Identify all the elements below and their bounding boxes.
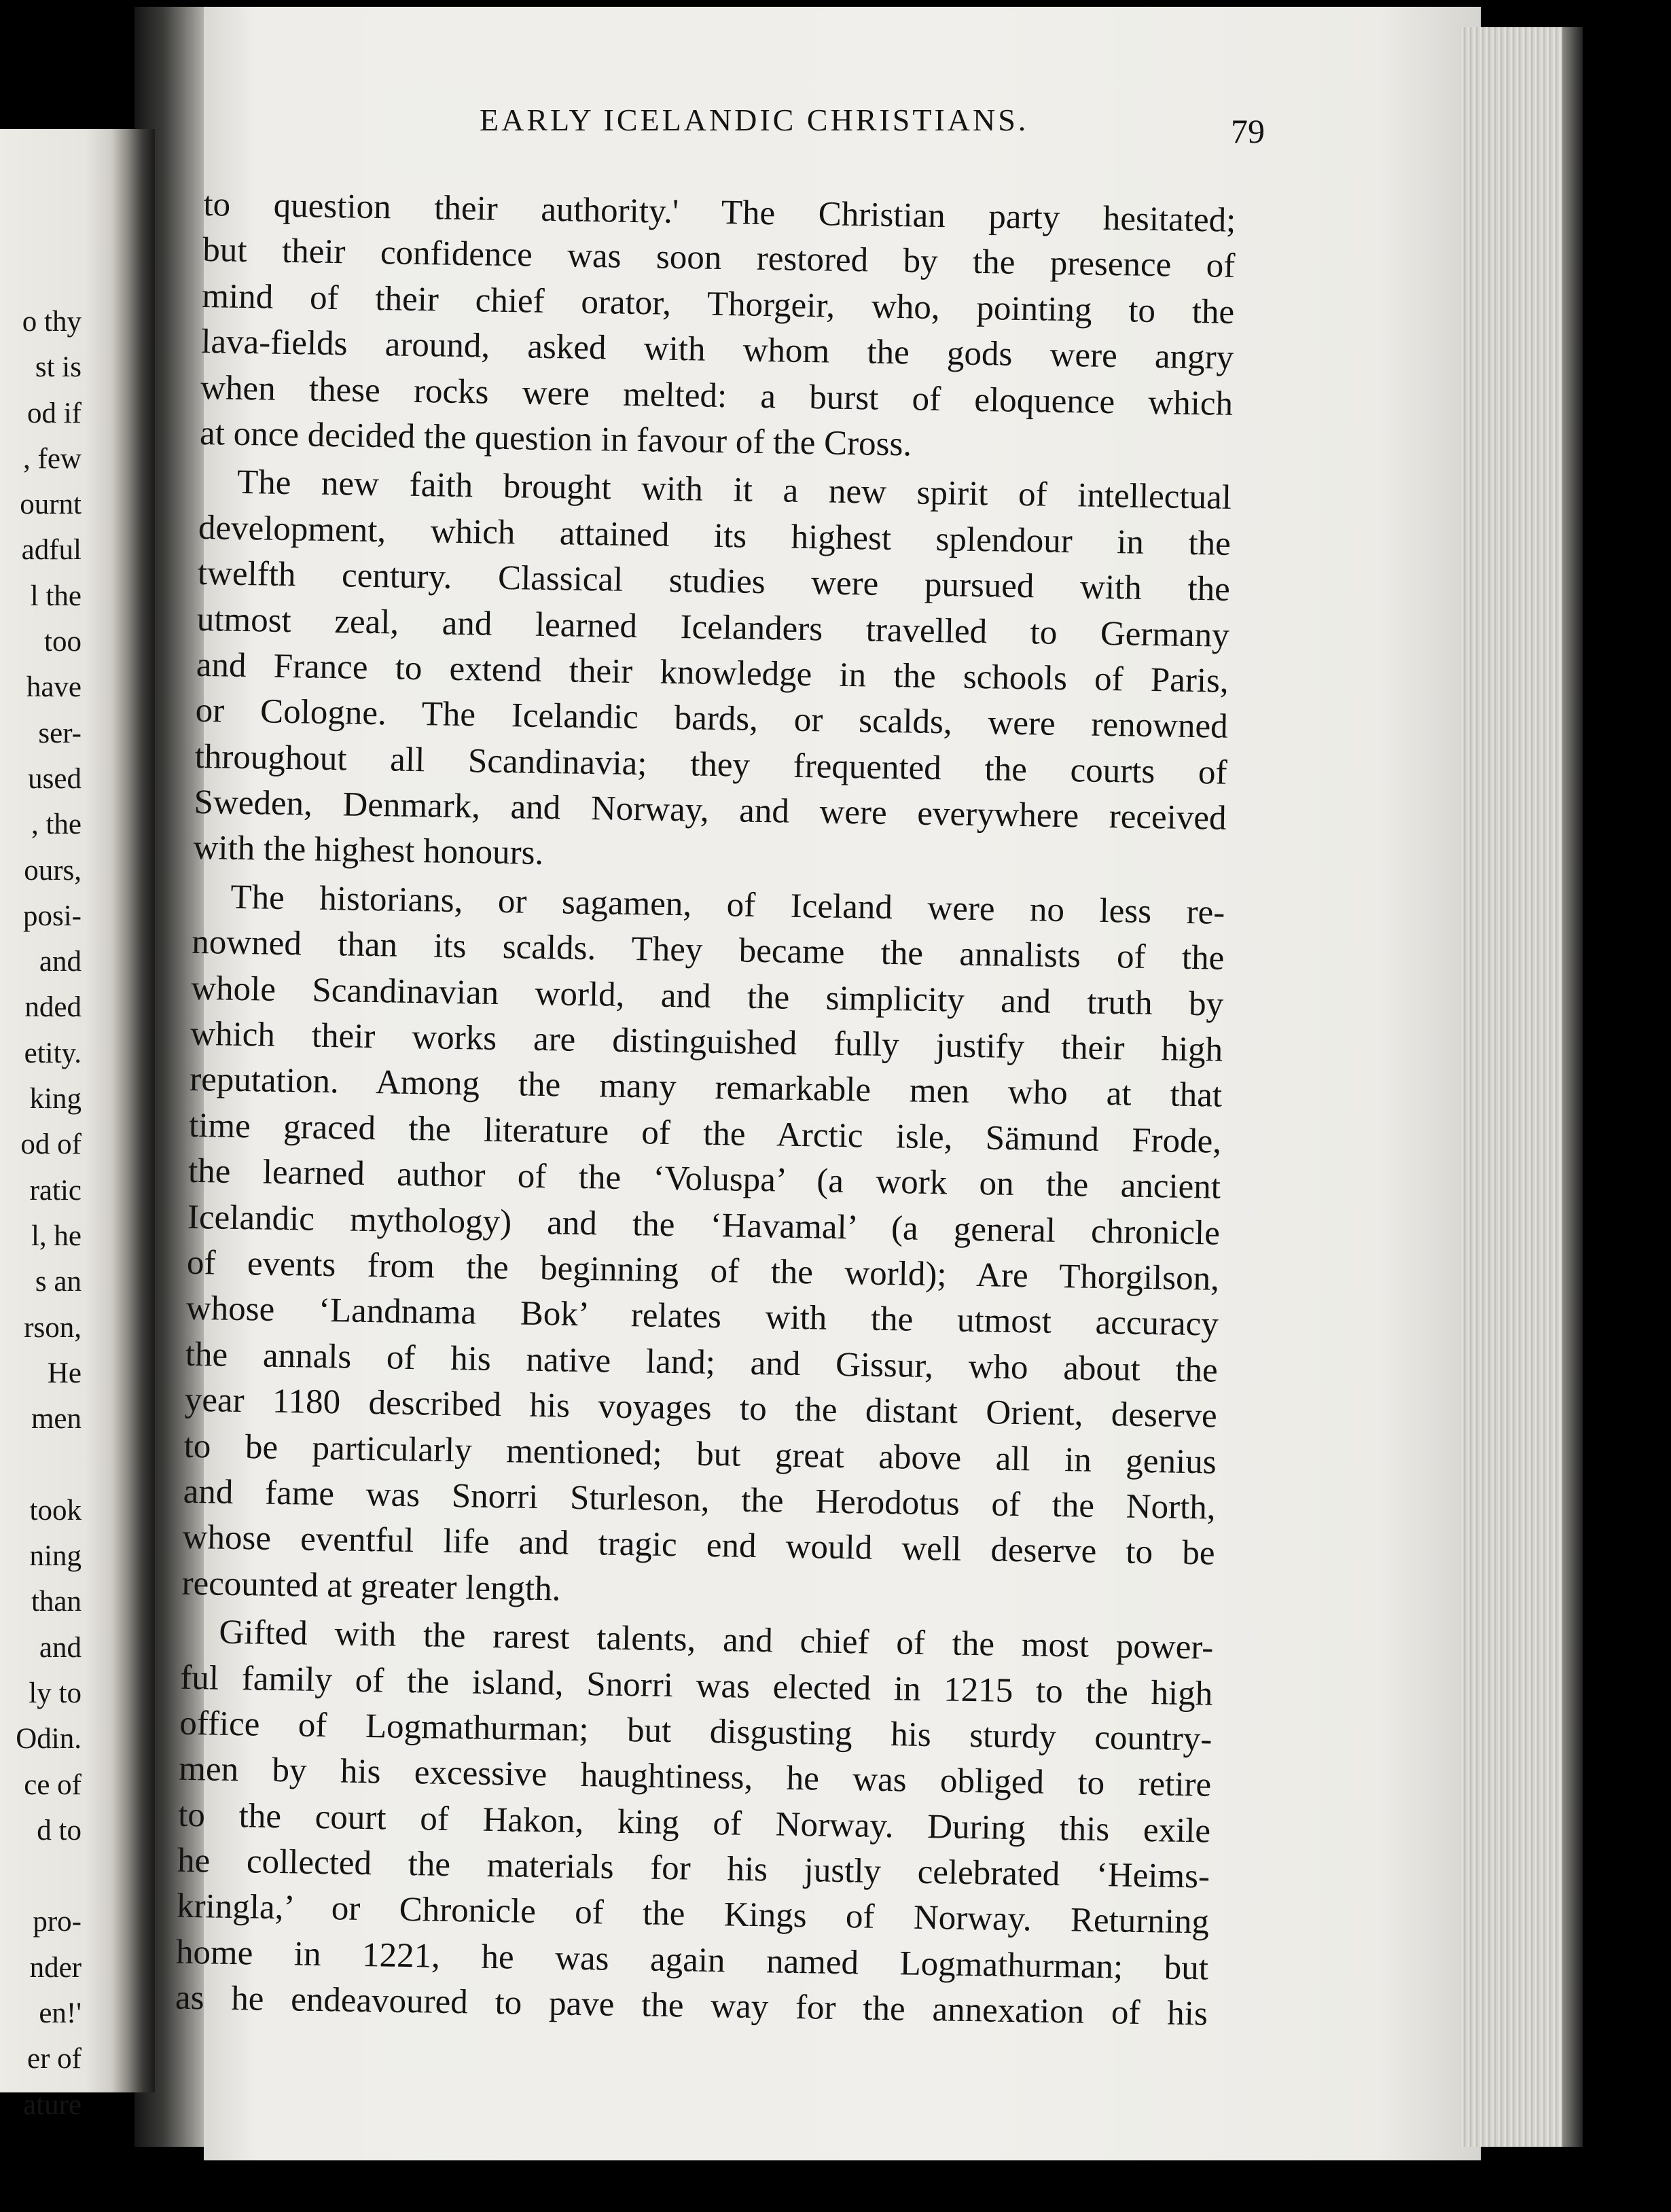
previous-page-fragment: ly to bbox=[29, 1677, 82, 1709]
previous-page-fragment: ature bbox=[23, 2088, 82, 2121]
paragraph bbox=[175, 1609, 1213, 2037]
text-line: Sweden, Denmark, and Norway, and were everywhere received bbox=[194, 783, 1227, 838]
previous-page-fragment: and bbox=[39, 1631, 82, 1664]
previous-page-fragment: , few bbox=[23, 442, 82, 475]
running-title: EARLY ICELANDIC CHRISTIANS. bbox=[480, 103, 1029, 137]
previous-page-fragment: pro- bbox=[33, 1906, 82, 1938]
text-line: utmost zeal, and learned Icelanders travelled to Germany bbox=[196, 600, 1230, 655]
previous-page-fragment: od of bbox=[20, 1128, 82, 1161]
text-line: at once decided the question in favour of the Cross. bbox=[199, 414, 912, 464]
previous-page-fragment: ours, bbox=[24, 854, 82, 887]
text-line: when these rocks were melted: a burst of eloquence which bbox=[200, 368, 1234, 423]
text-line: home in 1221, he was again named Logmathurman; but bbox=[175, 1933, 1209, 1988]
text-line: or Cologne. The Icelandic bards, or scalds, were renowned bbox=[195, 692, 1229, 747]
previous-page-fragment: nder bbox=[29, 1951, 82, 1984]
previous-page-fragment: ning bbox=[29, 1540, 82, 1573]
text-line: recounted at greater length. bbox=[181, 1564, 561, 1609]
page-number: 79 bbox=[1231, 112, 1265, 150]
text-line: lava-fields around, asked with whom the gods were angry bbox=[200, 323, 1234, 378]
text-line: as he endeavoured to pave the way for the annexation of his bbox=[175, 1978, 1208, 2033]
previous-page-fragment: rson, bbox=[24, 1311, 82, 1344]
text-line: with the highest honours. bbox=[193, 829, 544, 873]
previous-page-fragment: l, he bbox=[31, 1219, 82, 1252]
previous-page-fragment: s an bbox=[35, 1266, 82, 1298]
text-line: and France to extend their knowledge in the schools of Paris, bbox=[196, 645, 1229, 700]
text-line: reputation. Among the many remarkable men who at that bbox=[189, 1060, 1223, 1116]
text-line: whose eventful life and tragic end would well deserve to be bbox=[182, 1518, 1215, 1573]
paragraph bbox=[200, 182, 1236, 473]
previous-page-fragment: king bbox=[29, 1083, 82, 1116]
previous-page-fragment: He bbox=[47, 1357, 82, 1389]
paragraph bbox=[193, 459, 1232, 887]
text-line: The new faith brought with it a new spirit of intellectual bbox=[236, 463, 1232, 518]
text-line: Gifted with the rarest talents, and chief of the most power- bbox=[219, 1613, 1214, 1667]
text-line: ful family of the island, Snorri was elected in 1215 to the high bbox=[179, 1658, 1213, 1713]
previous-page-fragment: took bbox=[29, 1494, 82, 1527]
text-line: office of Logmathurman; but disgusting his sturdy country- bbox=[179, 1704, 1212, 1759]
previous-page-fragment: , the bbox=[31, 808, 82, 841]
body-text bbox=[175, 182, 1236, 2037]
previous-page-fragment: nded bbox=[24, 991, 82, 1024]
previous-page-fragment: Odin. bbox=[16, 1723, 82, 1755]
previous-page-margin bbox=[0, 129, 155, 2121]
previous-page-line-fragments bbox=[0, 299, 82, 2128]
previous-page-fragment: l the bbox=[30, 579, 82, 612]
text-line: the learned author of the ‘Voluspa’ (a work on the ancient bbox=[187, 1152, 1221, 1207]
text-line: kringla,’ or Chronicle of the Kings of Norway. Returning bbox=[176, 1887, 1210, 1942]
previous-page-fragment: od if bbox=[26, 397, 82, 429]
previous-page-fragment: have bbox=[26, 671, 82, 704]
text-line: twelfth century. Classical studies were pursued with the bbox=[197, 554, 1231, 609]
text-line: year 1180 described his voyages to the distant Orient, deserve bbox=[184, 1380, 1218, 1435]
previous-page-fragment: etity. bbox=[24, 1037, 82, 1069]
previous-page-fragment bbox=[0, 1853, 82, 1899]
text-line: throughout all Scandinavia; they frequented the courts of bbox=[194, 737, 1227, 792]
previous-page-fragment: posi- bbox=[23, 899, 82, 932]
previous-page-fragment: o thy bbox=[22, 306, 82, 338]
previous-page-fragment: adful bbox=[21, 534, 82, 567]
previous-page-fragment: ce of bbox=[24, 1768, 82, 1801]
previous-page-fragment: ournt bbox=[20, 488, 82, 521]
previous-page-fragment: too bbox=[44, 626, 82, 658]
previous-page-fragment: en!' bbox=[39, 1997, 82, 2029]
text-line: which their works are distinguished fully justify their high bbox=[190, 1014, 1223, 1069]
text-line: but their confidence was soon restored by the presence of bbox=[202, 231, 1236, 286]
text-line: to question their authority.' The Christian party hesitated; bbox=[203, 185, 1236, 240]
page-edges-shadow bbox=[1562, 27, 1583, 2147]
previous-page-fragment: d to bbox=[37, 1814, 82, 1847]
text-line: whole Scandinavian world, and the simplicity and truth by bbox=[190, 969, 1224, 1024]
text-line: nowned than its scalds. They became the annalists of the bbox=[191, 923, 1225, 978]
previous-page-fragment: men bbox=[31, 1403, 82, 1435]
previous-page-fragment: st is bbox=[35, 351, 82, 384]
text-line: to the court of Hakon, king of Norway. During this exile bbox=[177, 1796, 1211, 1851]
page-edges bbox=[1460, 27, 1569, 2147]
running-header bbox=[204, 102, 1481, 156]
text-line: men by his excessive haughtiness, he was obliged to retire bbox=[178, 1749, 1212, 1804]
paragraph bbox=[181, 874, 1225, 1623]
text-line: of events from the beginning of the world); Are Thorgilson, bbox=[186, 1243, 1220, 1298]
previous-page-fragment: and bbox=[39, 946, 82, 978]
text-line: mind of their chief orator, Thorgeir, who, pointing to the bbox=[201, 276, 1235, 332]
text-line: development, which attained its highest splendour in the bbox=[198, 508, 1232, 563]
previous-page-fragment: ratic bbox=[29, 1174, 82, 1207]
previous-page-fragment: er of bbox=[27, 2043, 82, 2075]
previous-page-fragment bbox=[0, 1442, 82, 1487]
text-line: he collected the materials for his justly celebrated ‘Heims- bbox=[177, 1841, 1210, 1896]
text-line: the annals of his native land; and Gissur, who about the bbox=[185, 1335, 1219, 1390]
previous-page-fragment: than bbox=[31, 1586, 82, 1618]
text-line: Icelandic mythology) and the ‘Havamal’ (a general chronicle bbox=[187, 1198, 1221, 1253]
previous-page-fragment: ser- bbox=[38, 717, 82, 749]
text-line: The historians, or sagamen, of Iceland were no less re- bbox=[230, 878, 1225, 932]
previous-page-fragment: used bbox=[28, 762, 82, 795]
text-line: time graced the literature of the Arctic isle, Sämund Frode, bbox=[188, 1106, 1222, 1161]
text-line: whose ‘Landnama Bok’ relates with the utmost accuracy bbox=[185, 1289, 1219, 1344]
text-line: to be particularly mentioned; but great above all in genius bbox=[183, 1427, 1217, 1482]
text-line: and fame was Snorri Sturleson, the Herodotus of the North, bbox=[183, 1472, 1216, 1527]
